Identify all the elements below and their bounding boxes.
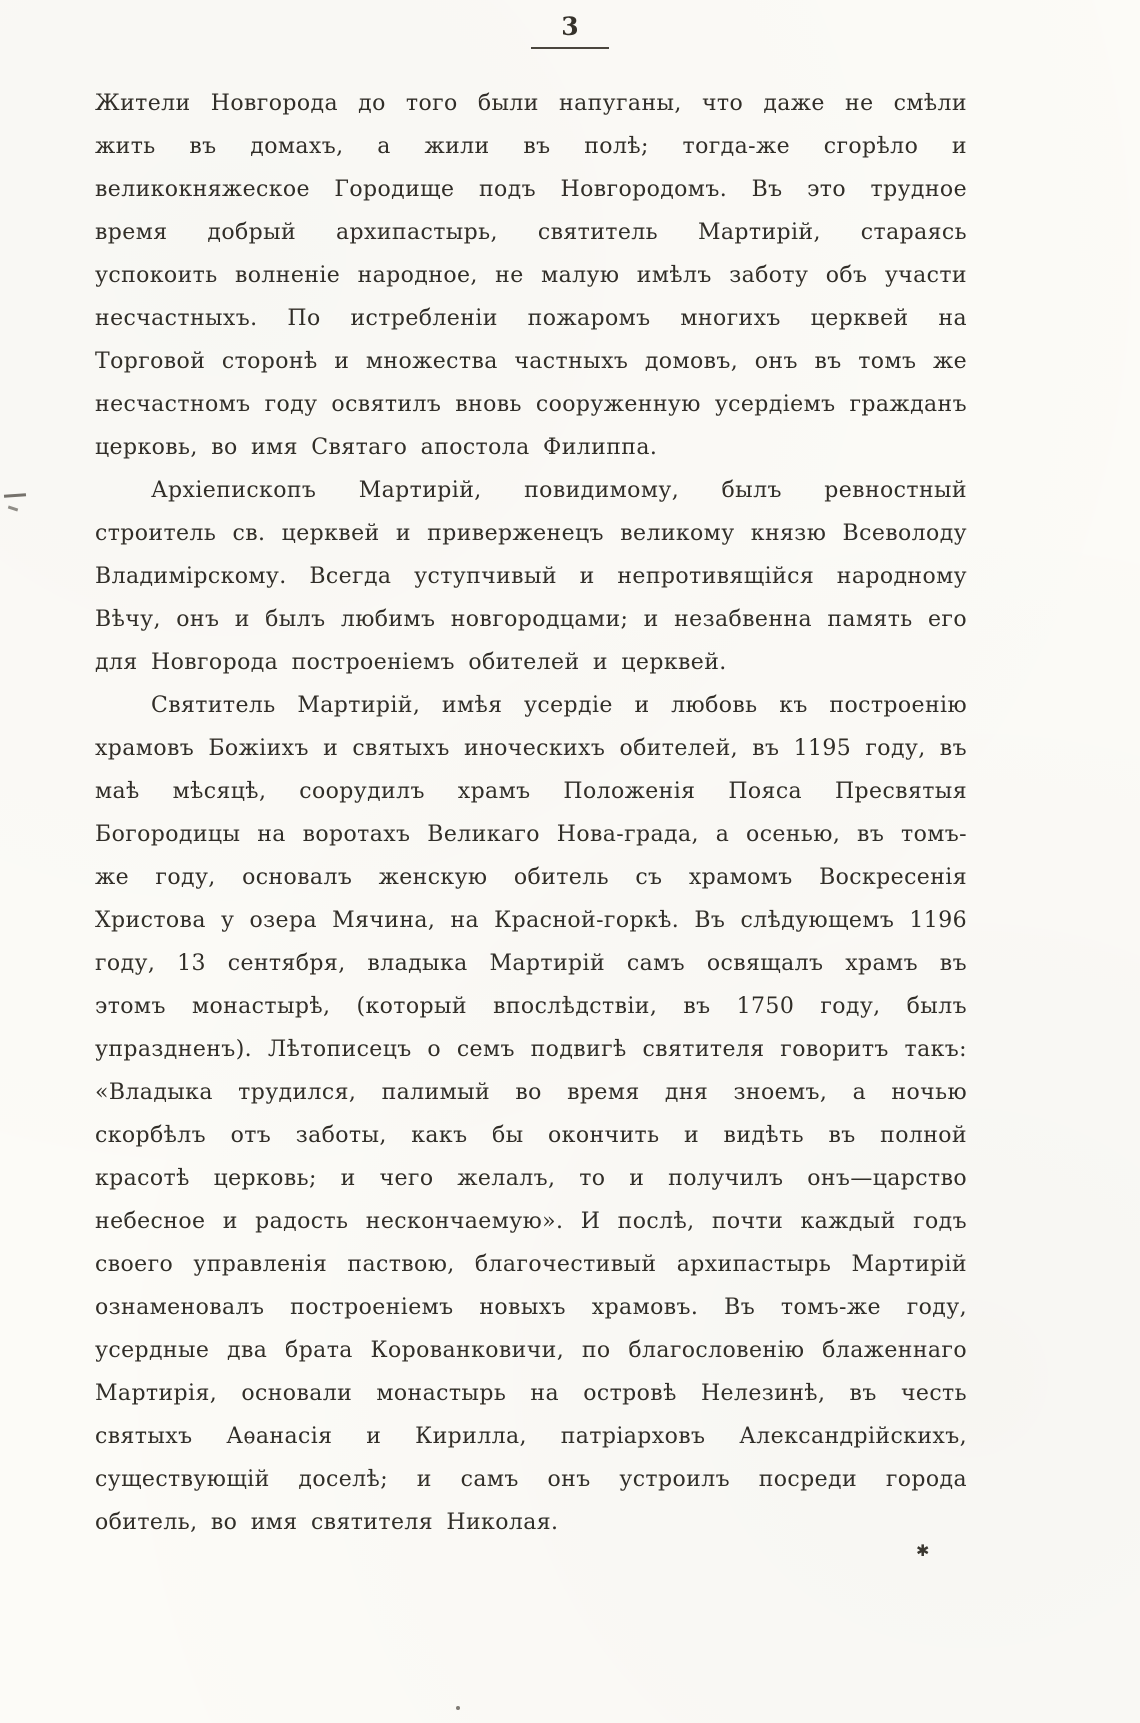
paragraph-2: Архіепископъ Мартирій, повидимому, былъ ревностный строитель св. церквей и приверженецъ великому князю Всеволоду Владимірскому. Всегда уступчивый и непротивящійся народному Вѣчу, онъ и былъ любимъ новгородцами; и незабвенна память его для Новгорода построеніемъ обителей и церквей. — [95, 478, 967, 675]
page-number: 3 — [531, 12, 608, 49]
paragraph-1: Жители Новгорода до того были напуганы, что даже не смѣли жить въ домахъ, а жили въ полѣ; тогда-же сгорѣло и великокняжеское Городище подъ Новгородомъ. Въ это трудное время добрый архипастырь, святитель Мартирій, стараясь успокоить волненіе народное, не малую имѣлъ заботу объ участи несчастныхъ. По истребленіи пожаромъ многихъ церквей на Торговой сторонѣ и множества частныхъ домовъ, онъ въ томъ же несчастномъ году освятилъ вновь сооруженную усердіемъ гражданъ церковь, во имя Святаго апостола Филиппа. — [95, 91, 967, 460]
page-header — [0, 12, 1140, 49]
paragraph-3: Святитель Мартирій, имѣя усердіе и любовь къ построенію храмовъ Божіихъ и святыхъ иноческихъ обителей, въ 1195 году, въ маѣ мѣсяцѣ, соорудилъ храмъ Положенія Пояса Пресвятыя Богородицы на воротахъ Великаго Нова-града, а осенью, въ томъ-же году, основалъ женскую обитель съ храмомъ Воскресенія Христова у озера Мячина, на Красной-горкѣ. Въ слѣдующемъ 1196 году, 13 сентября, владыка Мартирій самъ освящалъ храмъ въ этомъ монастырѣ, (который впослѣдствіи, въ 1750 году, былъ упраздненъ). Лѣтописецъ о семъ подвигѣ святителя говоритъ такъ: «Владыка трудился, палимый во время дня зноемъ, а ночью скорбѣлъ отъ заботы, какъ бы окончить и видѣть въ полной красотѣ церковь; и чего желалъ, то и получилъ онъ—царство небесное и радость нескончаемую». И послѣ, почти каждый годъ своего управленія паствою, благочестивый архипастырь Мартирій ознаменовалъ построеніемъ новыхъ храмовъ. Въ томъ-же году, усердные два брата Корованковичи, по благословенію блаженнаго Мартирія, основали монастырь на островѣ Нелезинѣ, въ честь святыхъ Аѳанасія и Кирилла, патріарховъ Александрійскихъ, существующій доселѣ; и самъ онъ устроилъ посреди города обитель, во имя святителя Николая. — [95, 693, 967, 1535]
scan-speck — [456, 1706, 460, 1710]
scan-artifact-mark — [4, 493, 26, 498]
page-text-block — [95, 82, 967, 1544]
printer-mark: ✱ — [916, 1541, 930, 1560]
scan-artifact-mark — [8, 506, 18, 512]
